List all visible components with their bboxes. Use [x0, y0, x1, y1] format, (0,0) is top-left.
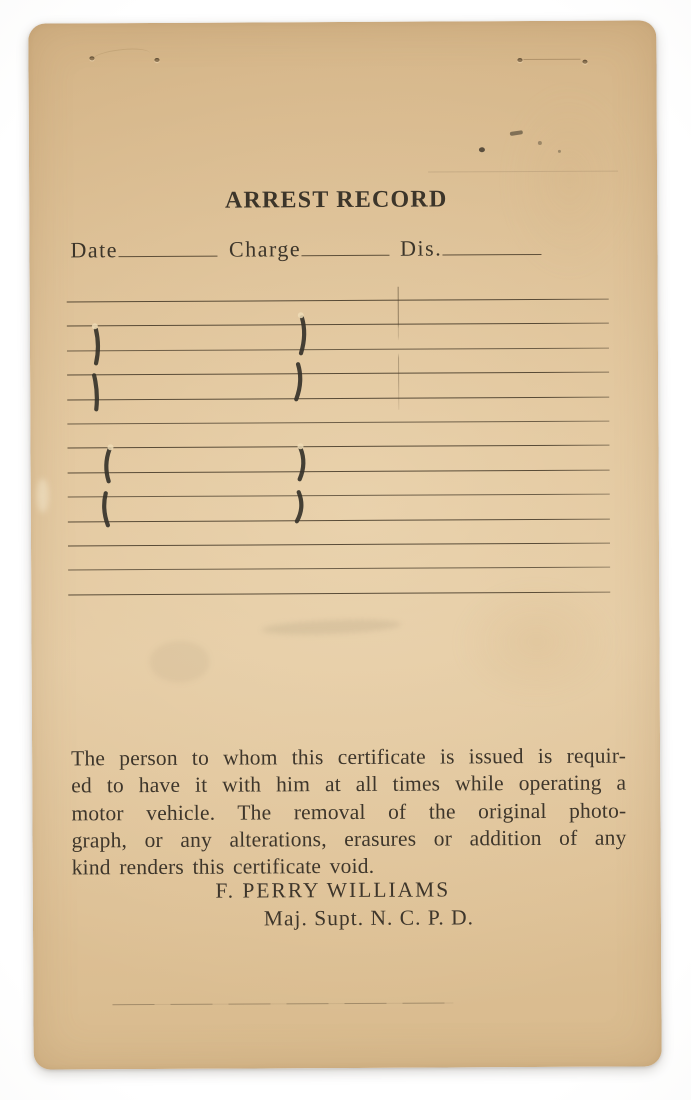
staple-stitch — [301, 317, 304, 353]
page-title: ARREST RECORD — [224, 186, 448, 214]
notice-line: The person to whom this certificate is issued is requir- — [71, 743, 627, 771]
staple-stitch — [96, 329, 98, 363]
staple-stitch — [94, 375, 97, 409]
staple-stitch — [104, 493, 108, 525]
staple-puncture — [92, 323, 98, 329]
staple-stitch — [299, 448, 303, 479]
signature-title: Maj. Supt. N. C. P. D. — [263, 905, 475, 931]
staple-puncture — [107, 444, 113, 450]
aging-stain — [499, 80, 640, 281]
staple-stitch — [106, 449, 109, 481]
notice-line: graph, or any alterations, erasures or addition of any — [71, 825, 627, 853]
certificate-notice — [71, 743, 627, 882]
notice-line: motor vehicle. The removal of the original photo- — [71, 798, 627, 826]
notice-line: ed to have it with him at all times while operating a — [71, 770, 627, 798]
staple-stitch — [297, 492, 302, 521]
staple-puncture — [298, 312, 304, 318]
signature-name: F. PERRY WILLIAMS — [215, 877, 451, 903]
ghost-smudge — [150, 641, 210, 683]
worn-edge-spot — [37, 479, 49, 513]
column-label-charge: Charge — [228, 236, 302, 262]
staple-puncture — [297, 443, 303, 449]
aging-stain — [451, 577, 622, 708]
column-label-dis: Dis. — [400, 235, 443, 261]
staple-stitch — [296, 364, 300, 399]
arrest-record-card — [28, 20, 661, 1069]
notice-line: kind renders this certificate void. — [71, 854, 375, 880]
column-label-date: Date — [70, 237, 119, 263]
